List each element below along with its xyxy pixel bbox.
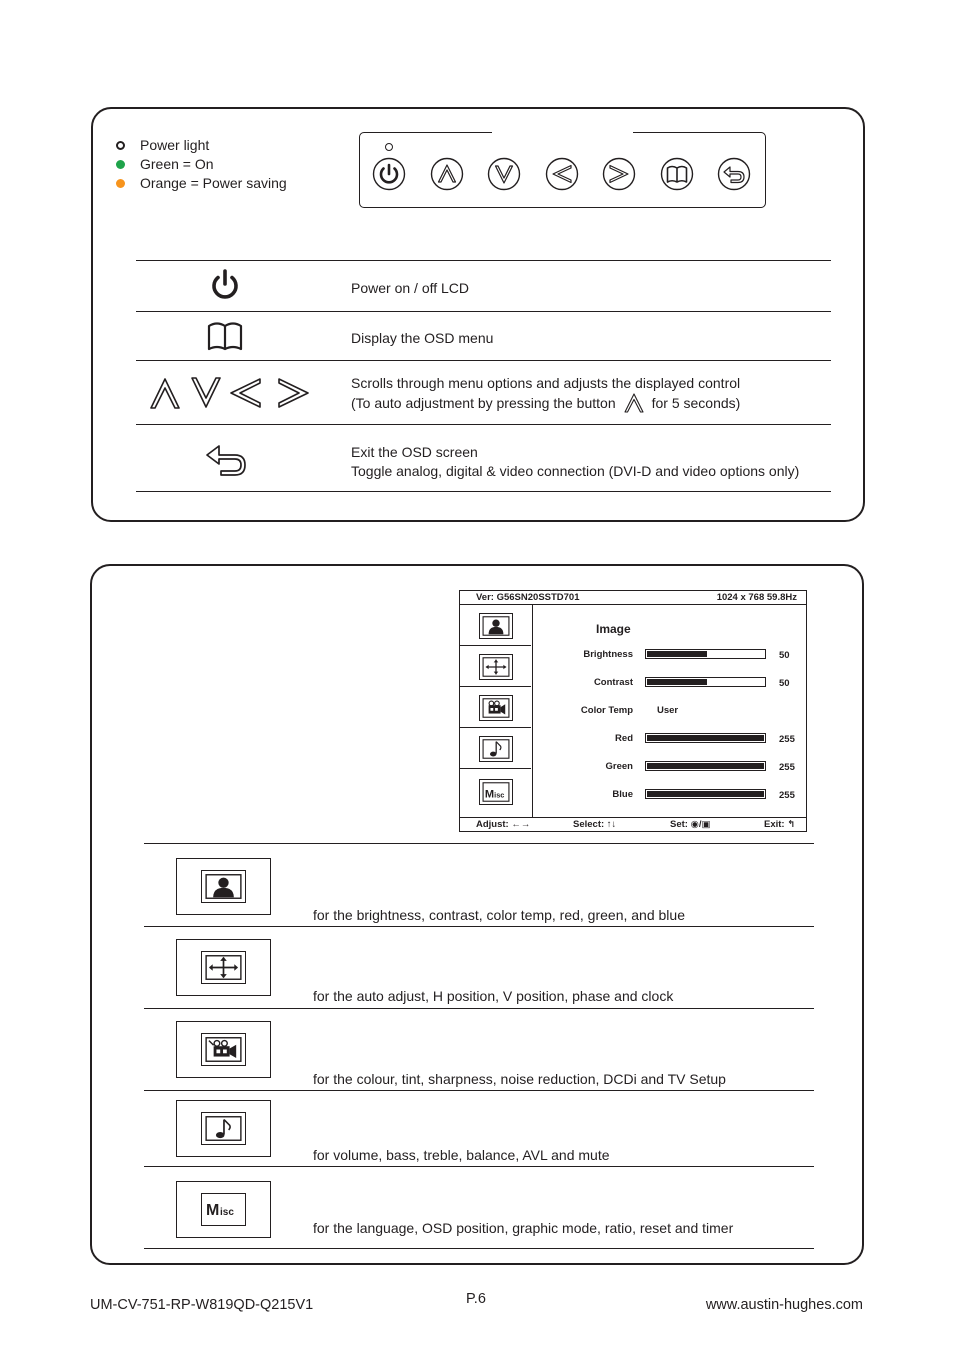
svg-text:isc: isc: [494, 790, 505, 800]
left-arrow-icon: [545, 157, 579, 191]
osd-row-value: 255: [779, 762, 795, 773]
left-button[interactable]: [545, 157, 579, 191]
function-description: Exit the OSD screen: [351, 444, 478, 460]
misc-icon: [480, 780, 512, 804]
osd-row-value: 50: [779, 678, 790, 689]
legend-row-orange: [114, 174, 287, 193]
osd-row-label: Green: [605, 761, 633, 772]
menu-description: for the colour, tint, sharpness, noise reduction, DCDi and TV Setup: [313, 1071, 726, 1087]
menu-button[interactable]: [660, 157, 694, 191]
osd-row-green: [533, 761, 806, 775]
osd-sidebar: [460, 605, 533, 817]
position-arrows-icon: [480, 655, 512, 679]
svg-text:M: M: [484, 788, 495, 801]
legend-label: Green = On: [140, 156, 214, 172]
osd-tab-video[interactable]: [460, 687, 531, 728]
menu-description: for the language, OSD position, graphic mode, ratio, reset and timer: [313, 1220, 734, 1236]
osd-section-title: Image: [596, 622, 631, 636]
osd-version: Ver: G56SN20SSTD701: [476, 592, 580, 603]
exit-return-icon: [205, 444, 247, 476]
up-button[interactable]: [430, 157, 464, 191]
menu-book-icon: [207, 321, 243, 351]
menu-description: for the brightness, contrast, color temp, red, green, and blue: [313, 907, 685, 923]
osd-hint-set: Set: ◉/▣: [670, 819, 711, 830]
power-icon: [209, 268, 241, 302]
osd-tab-misc[interactable]: [460, 769, 531, 810]
right-button[interactable]: [602, 157, 636, 191]
up-arrow-icon: [430, 157, 464, 191]
image-person-icon: [480, 614, 512, 638]
osd-header: [460, 591, 806, 605]
legend-label: Orange = Power saving: [140, 175, 287, 191]
up-arrow-icon: [624, 393, 644, 413]
osd-row-value: 255: [779, 790, 795, 801]
down-button[interactable]: [487, 157, 521, 191]
exit-button[interactable]: [717, 157, 751, 191]
osd-row-color-temp: [533, 705, 806, 719]
power-icon: [372, 157, 406, 191]
osd-footer: [460, 817, 806, 831]
osd-row-blue: [533, 789, 806, 803]
osd-row-red: [533, 733, 806, 747]
menu-image-icon-box: [176, 858, 271, 915]
menu-description: for volume, bass, treble, balance, AVL and mute: [313, 1147, 610, 1163]
right-arrow-icon: [602, 157, 636, 191]
page-number: P.6: [466, 1291, 486, 1307]
orange-dot-icon: [116, 179, 125, 188]
function-description-line2: (To auto adjustment by pressing the button for 5 seconds): [351, 395, 741, 411]
osd-row-label: Color Temp: [580, 705, 633, 716]
osd-resolution: 1024 x 768 59.8Hz: [716, 592, 797, 603]
legend-row-green: [114, 155, 287, 174]
osd-row-label: Brightness: [583, 649, 633, 660]
function-description: Power on / off LCD: [351, 280, 470, 296]
legend-row-power-light: [114, 136, 287, 155]
exit-return-icon: [717, 157, 751, 191]
green-dot-icon: [116, 160, 125, 169]
menu-position-icon-box: [176, 939, 271, 996]
website-link[interactable]: www.austin-hughes.com: [705, 1297, 863, 1313]
menu-audio-icon-box: [176, 1100, 271, 1157]
osd-row-label: Contrast: [593, 677, 633, 688]
osd-hint-select: Select: ↑↓: [573, 819, 617, 830]
osd-row-label: Red: [615, 733, 633, 744]
contrast-slider[interactable]: [645, 677, 766, 687]
image-person-icon: [202, 871, 245, 902]
osd-hint-adjust: Adjust: ←→: [476, 819, 531, 830]
music-note-icon: [202, 1113, 245, 1144]
osd-tab-image[interactable]: [460, 605, 531, 646]
blue-slider[interactable]: [645, 789, 766, 799]
power-button[interactable]: [372, 157, 406, 191]
music-note-icon: [480, 737, 512, 761]
osd-row-value: 255: [779, 734, 795, 745]
osd-row-label: Blue: [612, 789, 633, 800]
arrows-icon: [150, 376, 310, 410]
osd-row-text-value[interactable]: User: [657, 705, 679, 716]
position-arrows-icon: [202, 952, 245, 983]
function-description: Toggle analog, digital & video connection (DVI-D and video options only): [351, 463, 800, 479]
osd-row-brightness: [533, 649, 806, 663]
function-description: Display the OSD menu: [351, 330, 494, 346]
power-light-indicator-icon: [116, 141, 125, 150]
video-camera-icon: [202, 1034, 245, 1065]
menu-description: for the auto adjust, H position, V position, phase and clock: [313, 988, 674, 1004]
osd-tab-position[interactable]: [460, 646, 531, 687]
power-led-icon: [385, 143, 393, 151]
brightness-slider[interactable]: [645, 649, 766, 659]
misc-icon: M isc: [201, 1193, 246, 1226]
legend-label: Power light: [140, 137, 210, 153]
osd-screen: [459, 590, 807, 832]
green-slider[interactable]: [645, 761, 766, 771]
power-light-legend: [114, 136, 287, 193]
osd-hint-exit: Exit: ↰: [764, 819, 796, 830]
osd-row-value: 50: [779, 650, 790, 661]
red-slider[interactable]: [645, 733, 766, 743]
menu-book-icon: [660, 157, 694, 191]
down-arrow-icon: [487, 157, 521, 191]
menu-video-icon-box: [176, 1021, 271, 1078]
video-camera-icon: [480, 696, 512, 720]
function-description: Scrolls through menu options and adjusts the displayed control: [351, 375, 741, 391]
monitor-button-strip: [359, 132, 766, 208]
osd-row-contrast: [533, 677, 806, 691]
menu-misc-icon-box: [176, 1181, 271, 1238]
osd-tab-audio[interactable]: [460, 728, 531, 769]
document-code: UM-CV-751-RP-W819QD-Q215V1: [90, 1297, 314, 1313]
